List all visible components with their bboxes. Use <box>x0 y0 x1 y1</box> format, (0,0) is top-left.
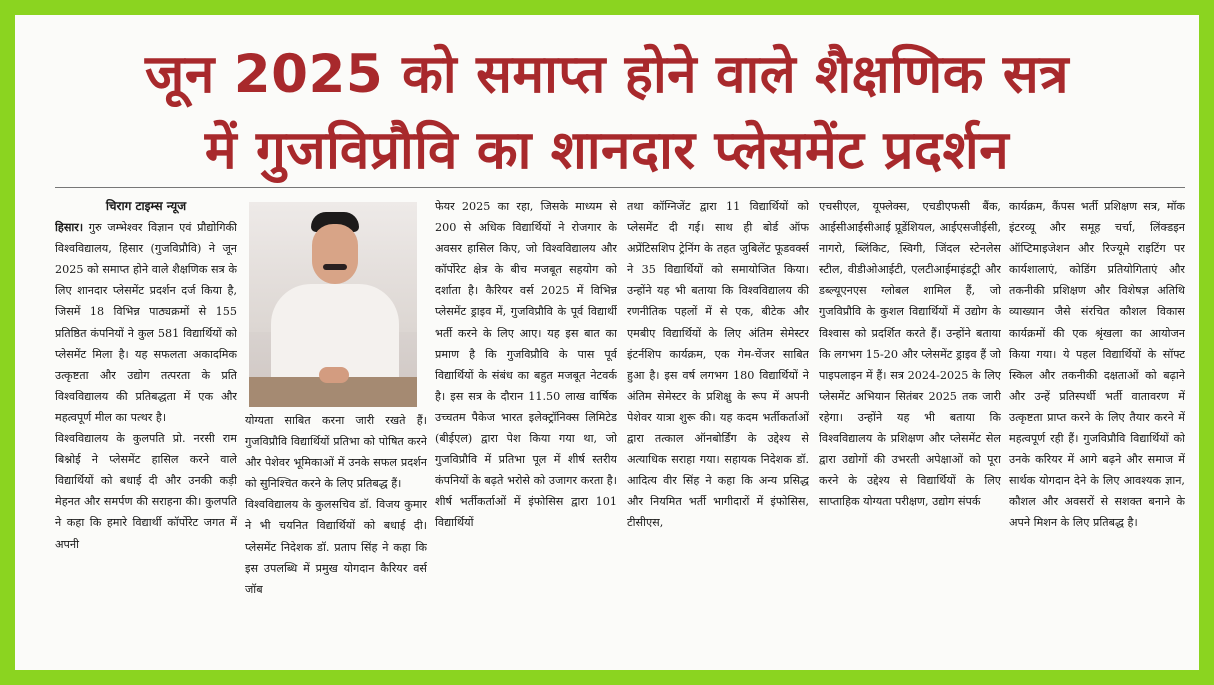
column-3 <box>435 196 617 666</box>
newspaper-clipping <box>15 15 1199 670</box>
paragraph: एचसीएल, यूफ्लेक्स, एचडीएफसी बैंक, आईसीआईसीआई प्रूडेंशियल, आईएसजीईसी, नागरो, ब्लिंकिट, स्विगी, जिंदल स्टेनलेस स्टील, वीडीओआईटी, एलटीआईमाइंडट्री और डब्ल्यूएनएस ग्लोबल शामिल हैं, जो गुजविप्रौवि के कुशल विद्यार्थियों में उद्योग के विश्वास को प्रदर्शित करते हैं। उन्होंने बताया कि लगभग 15-20 और प्लेसमेंट ड्राइव हैं जो पाइपलाइन में हैं। सत्र 2024-2025 के लिए प्लेसमेंट अभियान सितंबर 2025 तक जारी रहेगा। उन्होंने यह भी बताया कि विश्वविद्यालय के प्रशिक्षण और प्लेसमेंट सेल द्वारा उद्योगों की उभरती अपेक्षाओं को पूरा करने के उद्देश्य से विद्यार्थियों के लिए साप्ताहिक योग्यता परीक्षण, उद्योग संपर्क <box>819 200 1001 509</box>
paragraph: फेयर 2025 का रहा, जिसके माध्यम से 200 से अधिक विद्यार्थियों ने रोजगार के अवसर हासिल किए, जो विश्वविद्यालय और कॉर्पोरेट क्षेत्र के बीच मजबूत सहयोग को दर्शाता है। कैरियर वर्स 2025 में विभिन्न प्लेसमेंट ड्राइव में, गुजविप्रौवि के पूर्व विद्यार्थी भर्ती करने के लिए आए। यह इस बात का प्रमाण है कि गुजविप्रौवि के पास पूर्व विद्यार्थियों के संबंध का बहुत मजबूत नेटवर्क है। इस सत्र के दौरान 11.50 लाख वार्षिक उच्चतम पैकेज भारत इलेक्ट्रॉनिक्स लिमिटेड (बीईएल) द्वारा पेश किया गया था, जो गुजविप्रौवि में प्रतिभा पूल में शीर्ष स्तरीय कंपनियों के बढ़ते भरोसे को उजागर करता है। शीर्ष भर्तीकर्ताओं में इंफोसिस द्वारा 101 विद्यार्थियों <box>435 200 617 530</box>
headline-line-1: जून 2025 को समाप्त होने वाले शैक्षणिक सत्र <box>145 44 1069 105</box>
byline: चिराग टाइम्स न्यूज <box>105 199 187 213</box>
headline-line-2: में गुजविप्रौवि का शानदार प्लेसमेंट प्रदर्शन <box>204 120 1010 181</box>
column-5 <box>819 196 1001 666</box>
dateline: हिसार। <box>55 220 84 235</box>
paragraph <box>55 217 237 428</box>
headline <box>15 37 1199 189</box>
column-6 <box>1009 196 1185 666</box>
paragraph-text: गुरु जम्भेश्वर विज्ञान एवं प्रौद्योगिकी विश्वविद्यालय, हिसार (गुजविप्रौवि) ने जून 2025 को समाप्त होने वाले शैक्षणिक सत्र के लिए शानदार प्लेसमेंट प्रदर्शन दर्ज किया है, जिसमें 18 विभिन्न पाठ्यक्रमों से 155 प्रतिष्ठित कंपनियों ने कुल 581 विद्यार्थियों को प्लेसमेंट मिला है। यह सफलता अकादमिक उत्कृष्टता और उद्योग तत्परता के प्रति विश्वविद्यालय की प्रतिबद्धता में एक और महत्वपूर्ण मील का पत्थर है। <box>55 221 237 424</box>
column-4 <box>627 196 809 666</box>
article-body <box>55 187 1185 666</box>
column-1 <box>55 196 237 666</box>
paragraph: कार्यक्रम, कैंपस भर्ती प्रशिक्षण सत्र, मॉक इंटरव्यू और समूह चर्चा, लिंक्डइन ऑप्टिमाइजेशन और रिज्यूमे राइटिंग पर कार्यशालाएं, कोडिंग प्रतियोगिताएं और तकनीकी प्रशिक्षण और विशेषज्ञ अतिथि व्याख्यान जैसे संरचित कौशल विकास कार्यक्रमों की एक श्रृंखला का आयोजन किया गया। ये पहल विद्यार्थियों के सॉफ्ट स्किल और तकनीकी दक्षताओं को बढ़ाने और उन्हें प्रतिस्पर्धी भर्ती वातावरण में उत्कृष्टता प्राप्त करने के लिए तैयार करने में महत्वपूर्ण रही हैं। गुजविप्रौवि विद्यार्थियों को उनके करियर में आगे बढ़ने और समाज में सार्थक योगदान देने के लिए आवश्यक ज्ञान, कौशल और अवसरों से सशक्त बनाने के अपने मिशन के लिए प्रतिबद्ध है। <box>1009 200 1185 530</box>
paragraph: विश्वविद्यालय के कुलसचिव डॉ. विजय कुमार ने भी चयनित विद्यार्थियों को बधाई दी। प्लेसमेंट निदेशक डॉ. प्रताप सिंह ने कहा कि इस उपलब्धि में प्रमुख योगदान कैरियर वर्स जॉब <box>245 498 427 596</box>
paragraph: योग्यता साबित करना जारी रखते हैं। गुजविप्रौवि विद्यार्थियों प्रतिभा को पोषित करने और पेशेवर भूमिकाओं में उनके सफल प्रदर्शन को सुनिश्चित करने के लिए प्रतिबद्ध हैं। <box>245 414 427 491</box>
column-2 <box>245 410 427 666</box>
paragraph: तथा कॉग्निजेंट द्वारा 11 विद्यार्थियों को प्लेसमेंट दी गई। साथ ही बोर्ड ऑफ अप्रेंटिसशिप ट्रेनिंग के तहत जुबिलेंट फूडवर्क्स ने 35 विद्यार्थियों को समायोजित किया। उन्होंने यह भी बताया कि विश्वविद्यालय की रणनीतिक पहलों में से एक, बीटेक और एमबीए विद्यार्थियों के लिए अंतिम सेमेस्टर इंटर्नशिप कार्यक्रम, एक गेम-चेंजर साबित हुआ है। इस वर्ष लगभग 180 विद्यार्थियों ने अंतिम सेमेस्टर के प्रशिक्षु के रूप में अपनी पेशेवर यात्रा शुरू की। यह कदम भर्तीकर्ताओं द्वारा तत्काल ऑनबोर्डिंग के उद्देश्य से अत्याधिक सराहा गया। सहायक निदेशक डॉ. आदित्य वीर सिंह ने कहा कि अन्य प्रसिद्ध और नियमित भर्ती भागीदारों में इंफोसिस, टीसीएस, <box>627 200 809 530</box>
paragraph: विश्वविद्यालय के कुलपति प्रो. नरसी राम बिश्नोई ने प्लेसमेंट हासिल करने वाले विद्यार्थियों को बधाई दी और उनकी कड़ी मेहनत और समर्पण की सराहना की। कुलपति ने कहा कि हमारे विद्यार्थी कॉर्पोरेट जगत में अपनी <box>55 432 237 551</box>
vice-chancellor-photo <box>249 202 417 407</box>
